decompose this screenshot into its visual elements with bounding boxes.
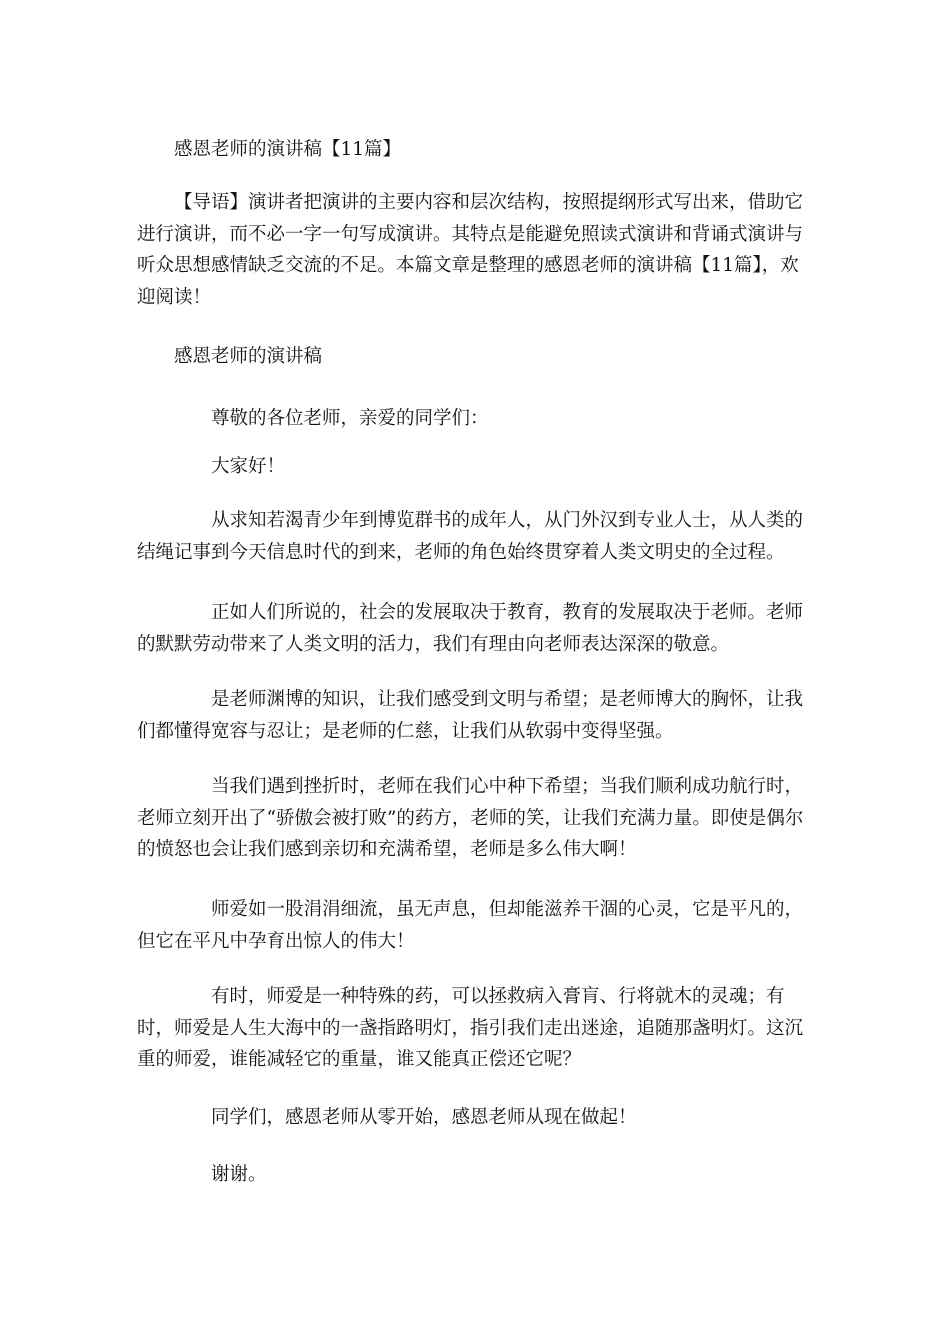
body-paragraph: 从求知若渴青少年到博览群书的成年人，从门外汉到专业人士，从人类的结绳记事到今天信息时代的到来，老师的角色始终贯穿着人类文明史的全过程。 (137, 510, 804, 563)
body-paragraph: 正如人们所说的，社会的发展取决于教育，教育的发展取决于老师。老师的默默劳动带来了人类文明的活力，我们有理由向老师表达深深的敬意。 (137, 602, 804, 655)
salutation: 尊敬的各位老师，亲爱的同学们： (211, 408, 489, 429)
body-paragraph: 有时，师爱是一种特殊的药，可以拯救病入膏肓、行将就木的灵魂；有时，师爱是人生大海中的一盏指路明灯，指引我们走出迷途，追随那盏明灯。这沉重的师爱，谁能减轻它的重量，谁又能真正偿还它呢？ (137, 986, 804, 1070)
body-paragraph: 师爱如一股涓涓细流，虽无声息，但却能滋养干涸的心灵，它是平凡的，但它在平凡中孕育出惊人的伟大！ (137, 899, 804, 952)
body-paragraph: 是老师渊博的知识，让我们感受到文明与希望；是老师博大的胸怀，让我们都懂得宽容与忍让；是老师的仁慈，让我们从软弱中变得坚强。 (137, 689, 804, 742)
closing: 谢谢。 (211, 1164, 267, 1185)
section-title: 感恩老师的演讲稿 (174, 346, 323, 367)
intro-paragraph: 【导语】演讲者把演讲的主要内容和层次结构，按照提纲形式写出来，借助它进行演讲，而不必一字一句写成演讲。其特点是能避免照读式演讲和背诵式演讲与听众思想感情缺乏交流的不足。本篇文章是整理的感恩老师的演讲稿【11篇】，欢迎阅读！ (137, 192, 804, 308)
body-paragraph: 当我们遇到挫折时，老师在我们心中种下希望；当我们顺利成功航行时，老师立刻开出了“骄傲会被打败”的药方，老师的笑，让我们充满力量。即使是偶尔的愤怒也会让我们感到亲切和充满希望，老师是多么伟大啊！ (137, 776, 804, 860)
body-paragraph: 同学们，感恩老师从零开始，感恩老师从现在做起！ (211, 1107, 637, 1128)
greeting: 大家好！ (211, 456, 286, 477)
document-title: 感恩老师的演讲稿【11篇】 (174, 139, 402, 160)
